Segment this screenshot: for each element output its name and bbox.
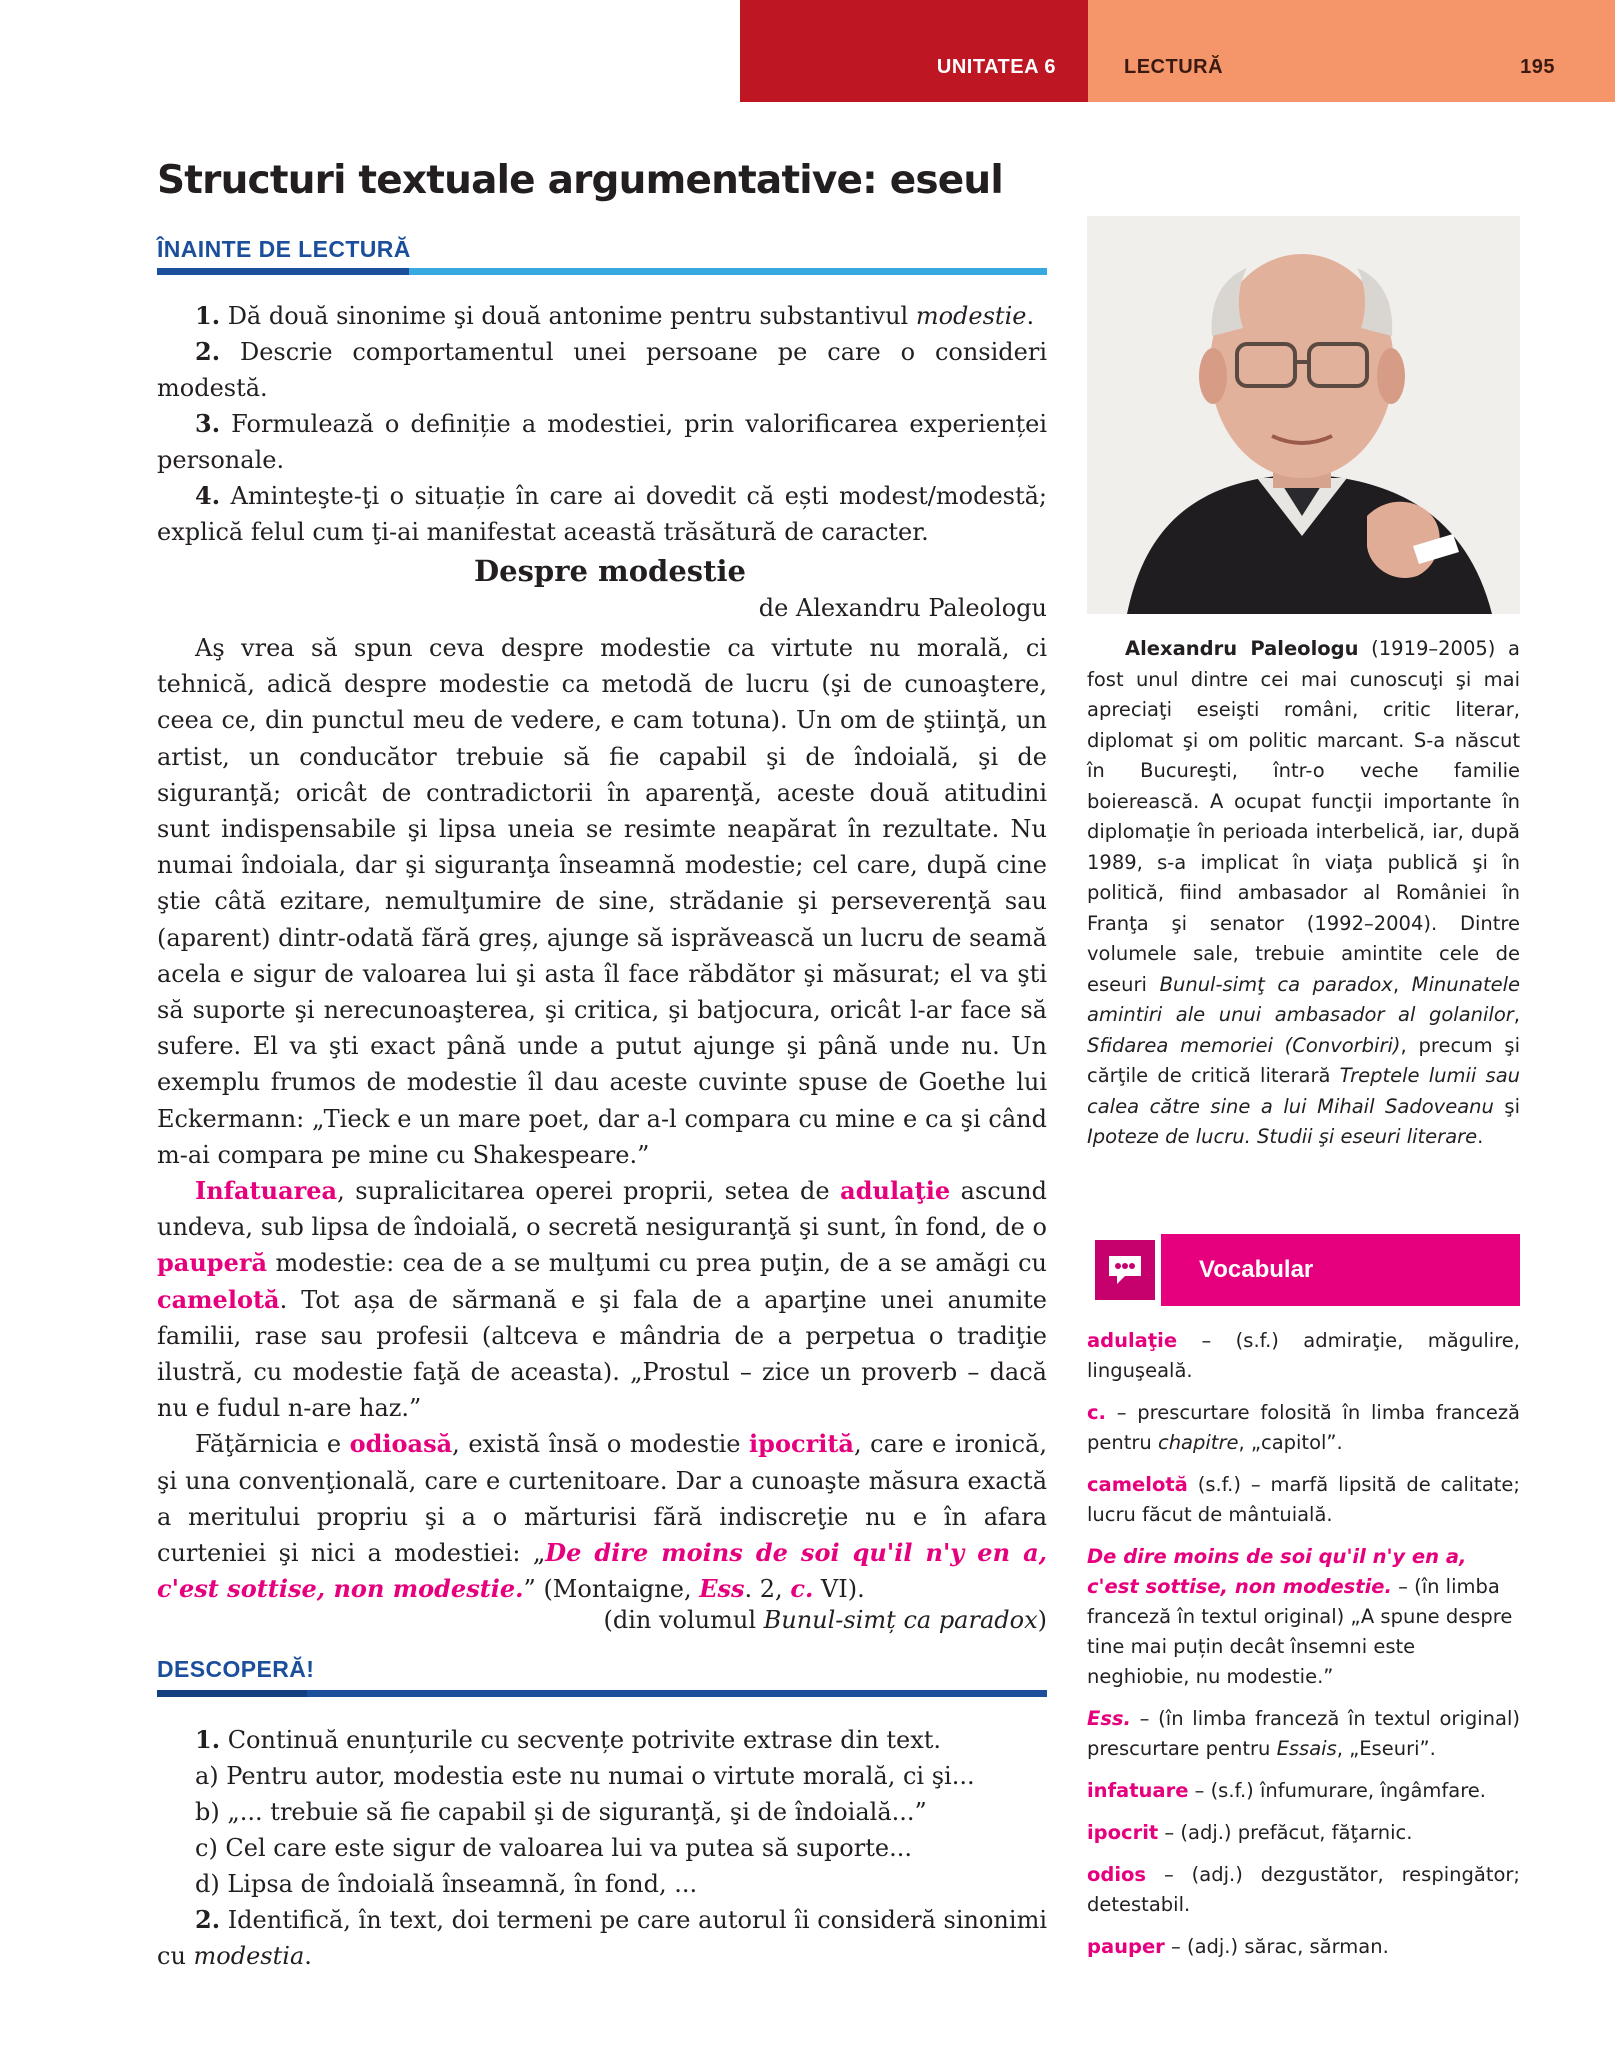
discover-item-d: d) Lipsa de îndoială înseamnă, în fond, ... <box>195 1870 698 1898</box>
discover-question-2: 2. Identifică, în text, doi termeni pe care autorul îi consideră sinonimi cu modestia. <box>157 1905 1047 1970</box>
speech-bubble-icon <box>1089 1234 1161 1306</box>
vocab-entry: c. – prescurtare folosită în limba franceză pentru chapitre, „capitol”. <box>1087 1401 1520 1454</box>
essay-title: Despre modestie <box>474 554 746 588</box>
essay-author: de Alexandru Paleologu <box>758 594 1047 622</box>
page-number: 195 <box>1520 56 1555 78</box>
vocab-link-camelota[interactable]: camelotă <box>157 1284 280 1314</box>
vocabulary-list <box>1087 1326 1520 1974</box>
vocab-entry: camelotă (s.f.) – marfă lipsită de calitate; lucru făcut de mântuială. <box>1087 1473 1520 1526</box>
discover-item-a: a) Pentru autor, modestia este nu numai o virtute morală, ci şi... <box>195 1762 975 1790</box>
vocab-link-ess[interactable]: Ess <box>699 1574 745 1604</box>
author-portrait-illustration <box>1087 216 1520 614</box>
discover-item-b: b) „... trebuie să fie capabil şi de siguranţă, şi de îndoială...” <box>195 1798 927 1826</box>
question-1: 1. Dă două sinonime şi două antonime pentru substantivul modestie. <box>195 301 1035 330</box>
unit-tab <box>740 0 1088 102</box>
essay-paragraph-2: Infatuarea, supralicitarea operei proprii, setea de adulaţie ascund undeva, sub lipsa de îndoială, o secretă nesiguranţă şi sunt, în fond, de o pauperă modestie: cea de a se mulţumi cu prea puţin, de a se amăgi cu camelotă. Tot așa de sărmană e şi fala de a aparţine unei anumite familii, rase sau profesii (altceva e mândria de a perpetua o tradiţie ilustră, cu modestie faţă de aceasta). „Prostul – zice un proverb – dacă nu e fudul n-are haz.” <box>157 1176 1048 1423</box>
author-photo <box>1087 216 1520 614</box>
vocab-entry: infatuare – (s.f.) înfumurare, îngâmfare. <box>1087 1779 1486 1802</box>
vocab-link-paupera[interactable]: pauperă <box>157 1248 268 1278</box>
vocab-entry: adulaţie – (s.f.) admiraţie, măgulire, linguşeală. <box>1087 1329 1520 1382</box>
discover-question-1: 1. Continuă enunțurile cu secvențe potrivite extrase din text. <box>195 1725 942 1754</box>
essay-paragraph-1: Aş vrea să spun ceva despre modestie ca virtute nu morală, ci tehnică, adică despre modestie ca metodă de lucru (şi de cunoaştere, ceea ce, din punctul meu de vedere, e cam totuna). Un om de ştiinţă, un artist, un conducător trebuie să fie capabil şi de îndoială, şi de siguranţă; oricât de contradictorii în aparenţă, aceste două atitudini sunt indispensabile şi lipsa uneia se resimte neapărat în rezultate. Nu numai îndoiala, dar şi siguranţa înseamnă modestie; cel care, după cine ştie câtă ezitare, nemulţumire de sine, strădanie şi perseverenţă sau (aparent) dintr-odată fără greș, ajunge să isprăvească un lucru de seamă acela e sigur de valoarea lui şi asta îl face răbdător şi măsurat; el va şti să suporte şi nerecunoaşterea, şi critica, şi batjocura, oricât l-ar face să sufere. El va şti exact până unde a putut ajunge şi până unde nu. Un exemplu frumos de modestie îl dau aceste cuvinte spuse de Goethe lui Eckermann: „Tieck e un mare poet, dar a-l compara cu mine e ca şi când m-ai compara pe mine cu Shakespeare.” <box>157 634 1047 1169</box>
vocab-entry: odios – (adj.) dezgustător, respingător; detestabil. <box>1087 1863 1520 1916</box>
vocab-link-infatuarea[interactable]: Infatuarea <box>195 1176 338 1206</box>
vocabulary-header <box>1089 1234 1520 1306</box>
question-3: 3. Formulează o definiție a modestiei, prin valorificarea experienței personale. <box>157 409 1047 474</box>
vocab-entry: ipocrit – (adj.) prefăcut, făţarnic. <box>1087 1821 1413 1844</box>
before-reading-heading: ÎNAINTE DE LECTURĂ <box>157 236 411 262</box>
question-4: 4. Aminteşte-ţi o situație în care ai dovedit că ești modest/modestă; explică felul cum ţi-ai manifestat această trăsătură de caracter. <box>157 481 1047 546</box>
vocab-entry: Ess. – (în limba franceză în textul original) prescurtare pentru Essais, „Eseuri”. <box>1087 1707 1520 1760</box>
discover-rule <box>157 1690 1047 1697</box>
author-bio: Alexandru Paleologu (1919–2005) a fost unul dintre cei mai cunoscuţi şi mai apreciaţi eseişti români, critic literar, diplomat şi om politic marcant. S-a născut în Bucureşti, într-o veche familie boierească. A ocupat funcţii importante în diplomaţie în perioada interbelică, iar, după 1989, s-a implicat în viaţa publică şi în politică, fiind ambasador al României în Franţa şi senator (1992–2004). Dintre volumele sale, trebuie amintite cele de eseuri Bunul-simţ ca paradox, Minunatele amintiri ale unui ambasador al golanilor, Sfidarea memoriei (Convorbiri), precum şi cărţile de critică literară Treptele lumii sau calea către sine a lui Mihail Sadoveanu şi Ipoteze de lucru. Studii şi eseuri literare. <box>1087 637 1521 1148</box>
unit-label: UNITATEA 6 <box>936 56 1056 78</box>
vocab-link-c[interactable]: c. <box>790 1574 814 1604</box>
essay-body <box>157 630 1047 1607</box>
vocab-link-odioasa[interactable]: odioasă <box>349 1429 453 1459</box>
vocab-entry: De dire moins de soi qu'il n'y en a, c'est sottise, non modestie. – (în limba franceză în textul original) „A spune despre tine mai puțin decât însemni este neghiobie, nu modestie.” <box>1087 1545 1513 1688</box>
before-reading-questions <box>157 298 1047 550</box>
page-header <box>740 0 1615 102</box>
vocab-link-montaigne-quote[interactable]: De dire moins de soi qu'il n'y en a, c'est sottise, non modestie. <box>157 1538 1047 1604</box>
discover-item-c: c) Cel care este sigur de valoarea lui va putea să suporte... <box>195 1834 912 1862</box>
before-reading-rule <box>157 268 1047 275</box>
vocab-link-adulatie[interactable]: adulaţie <box>840 1176 951 1206</box>
page-title: Structuri textuale argumentative: eseul <box>157 158 1003 203</box>
vocabulary-title: Vocabular <box>1199 1256 1314 1283</box>
discover-questions <box>157 1722 1047 1974</box>
author-name: Alexandru Paleologu <box>1125 637 1359 660</box>
question-2: 2. Descrie comportamentul unei persoane pe care o consideri modestă. <box>157 337 1047 402</box>
section-tab <box>1088 0 1615 102</box>
discover-heading: DESCOPERĂ! <box>157 1656 315 1682</box>
essay-paragraph-3: Făţărnicia e odioasă, există însă o modestie ipocrită, care e ironică, şi una convenţională, care e curtenitoare. Dar a cunoaşte măsura exactă a meritului propriu şi a o mărturisi fără indiscreţie nu e în afara curteniei şi nici a modestiei: „De dire moins de soi qu'il n'y en a, c'est sottise, non modestie.” (Montaigne, Ess. 2, c. VI). <box>157 1429 1047 1604</box>
vocab-entry: pauper – (adj.) sărac, sărman. <box>1087 1935 1389 1958</box>
essay-source: (din volumul Bunul-simț ca paradox) <box>603 1606 1047 1634</box>
vocab-link-ipocrita[interactable]: ipocrită <box>749 1429 854 1459</box>
section-label: LECTURĂ <box>1124 56 1224 78</box>
